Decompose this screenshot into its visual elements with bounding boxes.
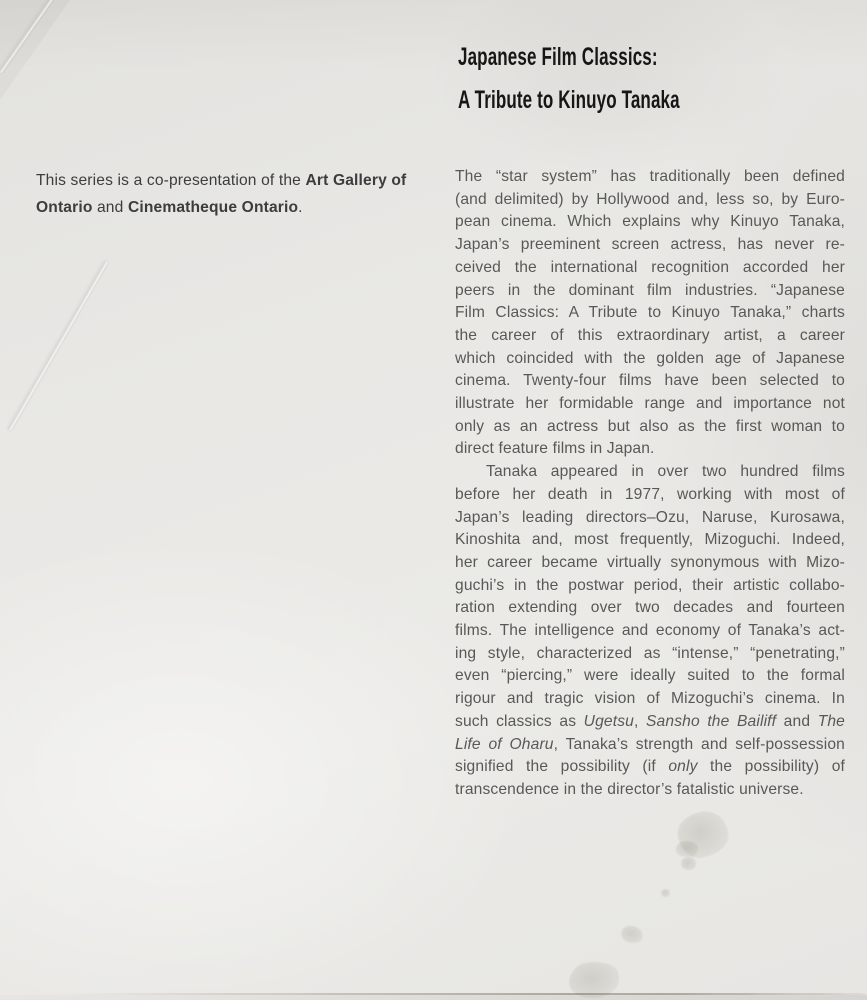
text-segment: Film Classics: A Tribute to Kinuyo Tanaka,” charts xyxy=(455,304,845,322)
text-segment: (and delimited) by Hollywood and, less so, by Euro- xyxy=(455,190,845,208)
text-segment: Japan’s leading directors–Ozu, Naruse, Kurosawa, xyxy=(455,508,845,526)
text-line xyxy=(455,734,845,757)
text-segment: Kinoshita and, most frequently, Mizoguchi. Indeed, xyxy=(455,531,845,549)
text-segment: such classics as xyxy=(455,712,584,730)
text-line xyxy=(455,779,845,802)
text-segment: The xyxy=(817,712,846,730)
text-segment: guchi’s in the postwar period, their artistic collabo- xyxy=(455,576,845,594)
text-line xyxy=(455,166,845,189)
paper-crease xyxy=(8,261,108,431)
text-line xyxy=(455,325,845,348)
text-segment: pean cinema. Which explains why Kinuyo Tanaka, xyxy=(455,213,845,231)
text-line xyxy=(455,370,845,393)
text-segment: peers in the dominant film industries. “Japanese xyxy=(455,281,845,299)
text-segment: Art Gallery of xyxy=(305,172,407,189)
text-line xyxy=(455,575,845,598)
text-segment: signified the possibility (if xyxy=(455,758,669,776)
text-line xyxy=(455,711,845,734)
text-line xyxy=(455,280,845,303)
text-segment: illustrate her formidable range and importance not xyxy=(455,395,845,413)
document-title xyxy=(458,36,680,122)
corner-shade xyxy=(0,0,70,100)
stain-dot xyxy=(661,889,670,897)
text-line xyxy=(36,194,436,221)
text-line xyxy=(36,167,436,194)
text-segment: Ontario xyxy=(36,199,93,216)
text-line xyxy=(455,461,845,484)
text-segment: cinema. Twenty-four films have been selected to xyxy=(455,372,845,390)
article-text xyxy=(455,166,845,802)
text-line xyxy=(455,302,845,325)
text-segment: the possibility) of xyxy=(697,758,845,776)
text-line xyxy=(455,416,845,439)
text-segment: direct feature films in Japan. xyxy=(455,440,655,458)
text-segment: This series is a co-presentation of the xyxy=(36,172,306,189)
scan-edge-shade xyxy=(0,995,867,1000)
text-segment: Sansho the Bailiff xyxy=(646,712,777,730)
text-line xyxy=(455,507,845,530)
text-segment: and xyxy=(776,712,818,730)
text-segment: and xyxy=(92,199,128,216)
text-line xyxy=(455,393,845,416)
text-line xyxy=(455,597,845,620)
text-line xyxy=(455,756,845,779)
text-segment: Cinematheque Ontario xyxy=(127,199,299,216)
stain-blob xyxy=(567,959,620,1000)
text-segment: Ugetsu xyxy=(583,712,634,730)
credit-text xyxy=(36,167,436,221)
stain-blob xyxy=(619,924,644,946)
text-line xyxy=(455,529,845,552)
text-segment: Life of Oharu xyxy=(455,735,554,753)
text-segment: Japan’s preeminent screen actress, has never re- xyxy=(455,236,845,254)
text-line xyxy=(455,688,845,711)
text-segment: ration extending over two decades and fourteen xyxy=(455,599,845,617)
text-line xyxy=(455,665,845,688)
text-segment: ing style, characterized as “intense,” “penetrating,” xyxy=(455,644,845,662)
text-segment: , Tanaka’s strength and self-possession xyxy=(553,735,845,753)
text-line xyxy=(455,234,845,257)
title-line-2: A Tribute to Kinuyo Tanaka xyxy=(458,86,680,114)
text-line xyxy=(455,438,845,461)
stain-blob xyxy=(674,808,731,861)
stain-blob xyxy=(681,857,696,870)
title-line-1: Japanese Film Classics: xyxy=(458,43,658,71)
text-line xyxy=(455,257,845,280)
text-line xyxy=(455,643,845,666)
text-segment: rigour and tragic vision of Mizoguchi’s cinema. In xyxy=(455,690,845,708)
text-segment: which coincided with the golden age of Japanese xyxy=(455,349,845,367)
text-line xyxy=(455,620,845,643)
text-segment: . xyxy=(298,199,303,216)
text-segment: The “star system” has traditionally been defined xyxy=(455,168,845,185)
text-segment: even “piercing,” were ideally suited to the formal xyxy=(455,667,845,685)
text-segment: before her death in 1977, working with most of xyxy=(455,485,845,503)
text-segment: only as an actress but also as the first woman to xyxy=(455,417,845,435)
text-segment: Tanaka appeared in over two hundred films xyxy=(486,463,845,481)
text-line xyxy=(455,348,845,371)
text-line xyxy=(455,211,845,234)
text-segment: ceived the international recognition accorded her xyxy=(455,258,845,276)
text-segment: only xyxy=(668,758,698,776)
text-segment: , xyxy=(633,712,646,730)
paper-crease xyxy=(0,0,54,73)
text-line xyxy=(455,552,845,575)
text-segment: her career became virtually synonymous with Mizo- xyxy=(455,553,845,571)
stain-blob xyxy=(676,841,698,857)
text-segment: the career of this extraordinary artist, a career xyxy=(455,326,845,344)
text-segment: films. The intelligence and economy of Tanaka’s act- xyxy=(455,622,845,640)
text-line xyxy=(455,484,845,507)
scan-edge-line xyxy=(40,993,867,995)
text-segment: transcendence in the director’s fatalistic universe. xyxy=(455,780,804,798)
text-line xyxy=(455,189,845,212)
